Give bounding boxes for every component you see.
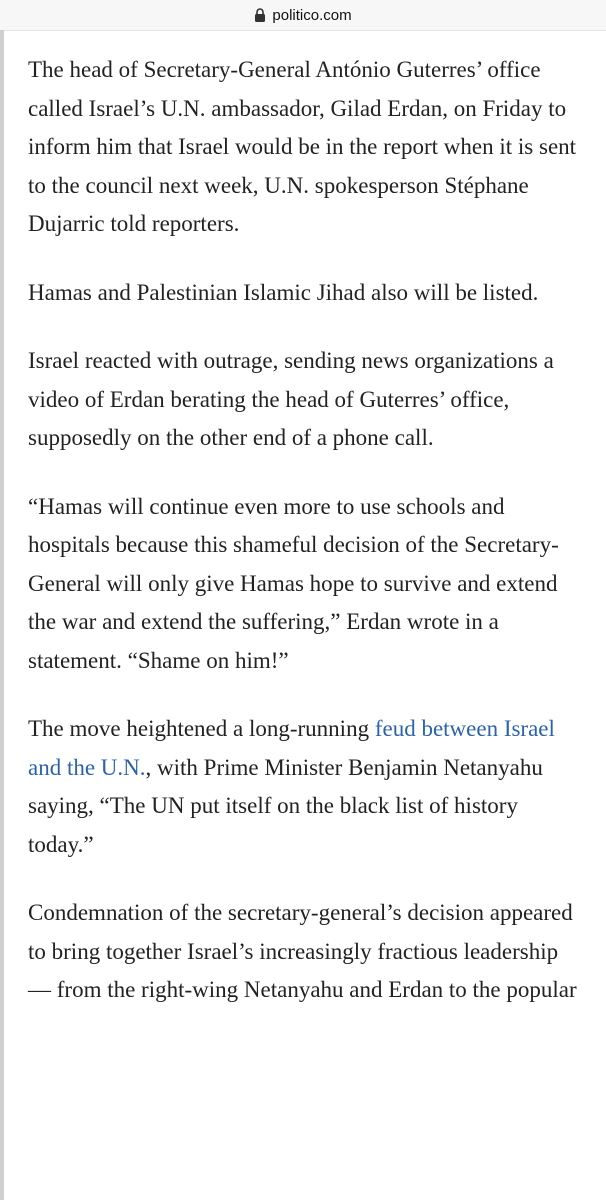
- paragraph-1: The head of Secretary-General António Guterres’ office called Israel’s U.N. ambassador, Gilad Erdan, on Friday to inform him that Israel would be in the report when it is sent to the council next week, U.N. spokesperson Stéphane Dujarric told reporters.: [28, 57, 577, 236]
- paragraph-6: Condemnation of the secretary-general’s decision appeared to bring together Israel’s increasingly fractious leadership — from the right-wing Netanyahu and Erdan to the popular: [28, 900, 577, 1002]
- address-bar[interactable]: [0, 0, 606, 31]
- lock-icon: [254, 8, 266, 22]
- url-text: politico.com: [272, 6, 352, 24]
- article-content: [4, 30, 606, 1010]
- paragraph-5-text-end: , with Prime Minister Benjamin Netanyahu saying, “The UN put itself on the black list of history today.”: [28, 754, 543, 857]
- paragraph-4: “Hamas will continue even more to use schools and hospitals because this shameful decision of the Secretary-General will only give Hamas hope to survive and extend the war and extend the suffering,” Erdan wrote in a statement. “Shame on him!”: [28, 493, 559, 673]
- article-body: [0, 30, 606, 1200]
- paragraph-5: [28, 710, 586, 864]
- paragraph-2: Hamas and Palestinian Islamic Jihad also will be listed.: [28, 279, 539, 305]
- paragraph-3: Israel reacted with outrage, sending news organizations a video of Erdan berating the head of Guterres’ office, supposedly on the other end of a phone call.: [28, 348, 554, 450]
- feud-link[interactable]: feud between Israel and the U.N.: [28, 716, 555, 780]
- paragraph-5-text-start: The move heightened a long-running: [28, 716, 375, 741]
